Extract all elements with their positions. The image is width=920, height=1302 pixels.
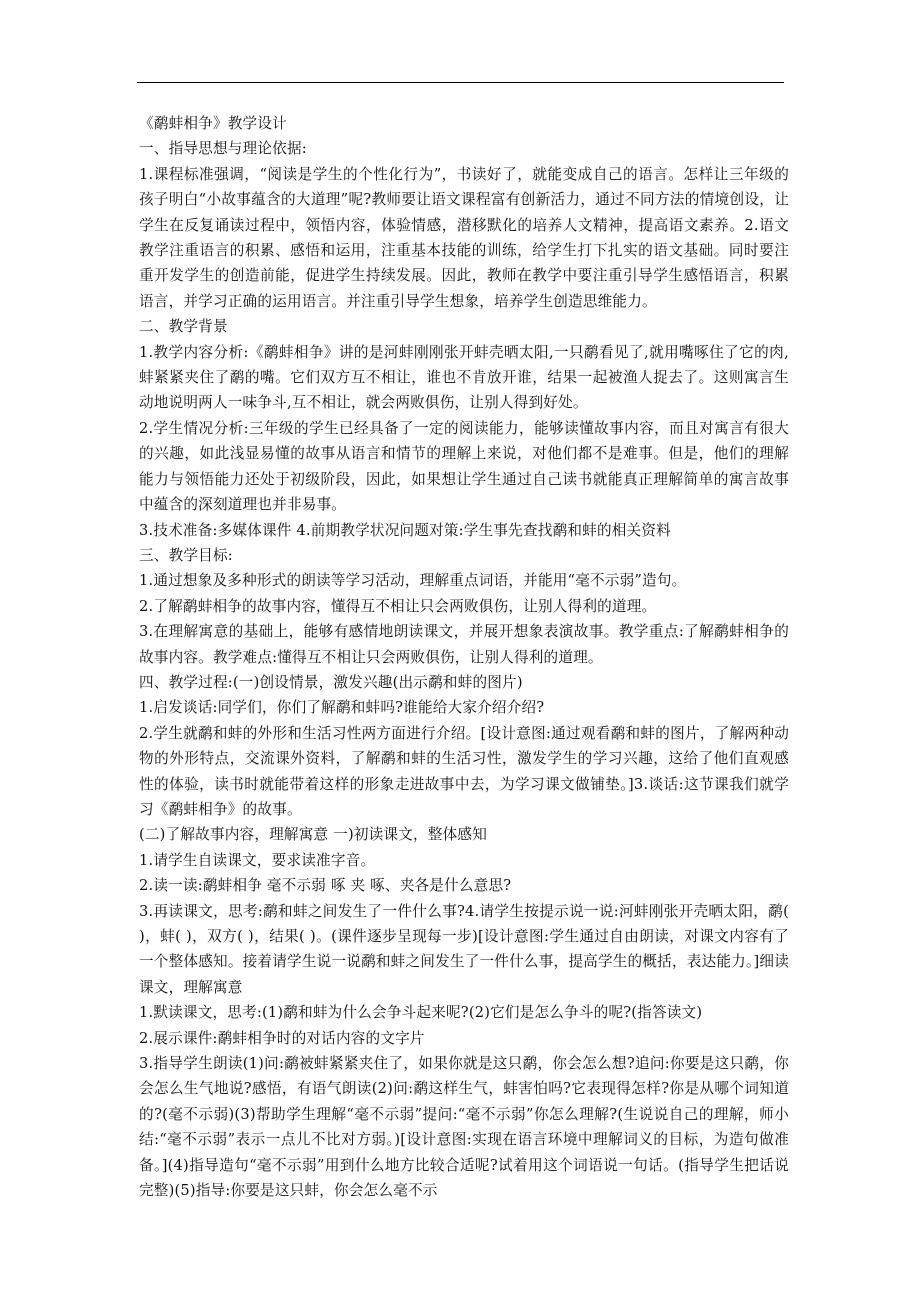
paragraph-goal-1: 1.通过想象及多种形式的朗读等学习活动，理解重点词语，并能用“毫不示弱”造句。 [139,572,687,590]
paragraph-content-analysis: 1.教学内容分析:《鹬蚌相争》讲的是河蚌刚刚张开蚌壳晒太阳,一只鹬看见了,就用嘴啄住了它的肉, 蚌紧紧夹住了鹬的嘴。它们双方互不相让，谁也不肯放开谁，结果一起被渔人捉去了。这则寓言生动地说明两人一味争斗,互不相让，就会两败俱伤，让别人得到好处。 [139,343,789,412]
paragraph-section-1-heading: 一、指导思想与理论依据: [139,140,307,158]
paragraph-step-talk: 1.启发谈话:同学们，你们了解鹬和蚌吗?谁能给大家介绍介绍? [139,699,545,717]
paragraph-read-words: 2.读一读:鹬蚌相争 毫不示弱 啄 夹 啄、夹各是什么意思? [139,877,512,895]
document-body [139,111,789,1203]
paragraph-theory: 1.课程标准强调，“阅读是学生的个性化行为”，书读好了，就能变成自己的语言。怎样让三年级的孩子明白“小故事蕴含的大道理”呢?教师要让语文课程富有创新活力，通过不同方法的情境创设，让学生在反复诵读过程中，领悟内容，体验情感，潜移默化的培养人文精神，提高语文素养。2.语文教学注重语言的积累、感悟和运用，注重基本技能的训练，给学生打下扎实的语文基础。同时要注重开发学生的创造前能，促进学生持续发展。因此，教师在教学中要注重引导学生感悟语言，积累语言，并学习正确的运用语言。并注重引导学生想象，培养学生创造思维能力。 [139,165,789,310]
paragraph-show-slides: 2.展示课件:鹬蚌相争时的对话内容的文字片 [139,1029,425,1047]
paragraph-tech-prep: 3.技术准备:多媒体课件 4.前期教学状况问题对策:学生事先查找鹬和蚌的相关资料 [139,521,671,539]
paragraph-student-analysis: 2.学生情况分析:三年级的学生已经具备了一定的阅读能力，能够读懂故事内容，而且对寓言有很大的兴趣，如此浅显易懂的故事从语言和情节的理解上来说，对他们都不是难事。但是，他们的理解能力与领悟能力还处于初级阶段，因此，如果想让学生通过自己读书就能真正理解简单的寓言故事中蕴含的深刻道理也并非易事。 [139,419,789,514]
paragraph-reread: 3.再读课文，思考:鹬和蚌之间发生了一件什么事?4.请学生按提示说一说:河蚌刚张开壳晒太阳，鹬( )，蚌( )，双方( )，结果( )。(课件逐步呈现每一步)[设计意图:学生通过自由朗读，对课文内容有了一个整体感知。接着请学生说一说鹬和蚌之间发生了一件什么事，提高学生的概括，表达能力。]细读课文，理解寓意 [139,902,789,996]
header-rule [137,82,784,83]
paragraph-silent-read: 1.默读课文，思考:(1)鹬和蚌为什么会争斗起来呢?(2)它们是怎么争斗的呢?(指答读文) [139,1004,703,1022]
paragraph-self-read: 1.请学生自读课文，要求读准字音。 [139,851,376,869]
paragraph-section-4-heading: 四、教学过程:(一)创设情景，激发兴趣(出示鹬和蚌的图片) [139,673,523,691]
paragraph-subsection-2-heading: (二)了解故事内容，理解寓意 一)初读课文，整体感知 [139,826,487,844]
paragraph-section-2-heading: 二、教学背景 [139,318,228,336]
paragraph-guided-reading: 3.指导学生朗读(1)问:鹬被蚌紧紧夹住了，如果你就是这只鹬，你会怎么想?追问:你要是这只鹬，你会怎么生气地说?感悟，有语气朗读(2)问:鹬这样生气，蚌害怕吗?它表现得怎样?你是从哪个词知道的?(毫不示弱)(3)帮助学生理解“毫不示弱”提问:“毫不示弱”你怎么理解?(生说说自己的理解，师小结:“毫不示弱”表示一点儿不比对方弱。)[设计意图:实现在语言环境中理解词义的目标，为造句做准备。](4)指导造句“毫不示弱”用到什么地方比较合适呢?试着用这个词语说一句话。(指导学生把话说完整)(5)指导:你要是这只蚌，你会怎么毫不示 [139,1055,789,1200]
paragraph-goal-2: 2.了解鹬蚌相争的故事内容，懂得互不相让只会两败俱伤，让别人得利的道理。 [139,597,657,615]
paragraph-section-3-heading: 三、教学目标: [139,546,233,564]
paragraph-goal-3: 3.在理解寓意的基础上，能够有感情地朗读课文，并展开想象表演故事。教学重点:了解鹬蚌相争的故事内容。教学难点:懂得互不相让只会两败俱伤，让别人得利的道理。 [139,623,789,666]
paragraph-step-introduce: 2.学生就鹬和蚌的外形和生活习性两方面进行介绍。[设计意图:通过观看鹬和蚌的图片，了解两种动物的外形特点，交流课外资料，了解鹬和蚌的生活习性，激发学生的学习兴趣，这给了他们直观感性的体验，读书时就能带着这样的形象走进故事中去，为学习课文做铺垫。]3.谈话:这节课我们就学习《鹬蚌相争》的故事。 [139,724,789,818]
document-title: 《鹬蚌相争》教学设计 [139,115,287,132]
